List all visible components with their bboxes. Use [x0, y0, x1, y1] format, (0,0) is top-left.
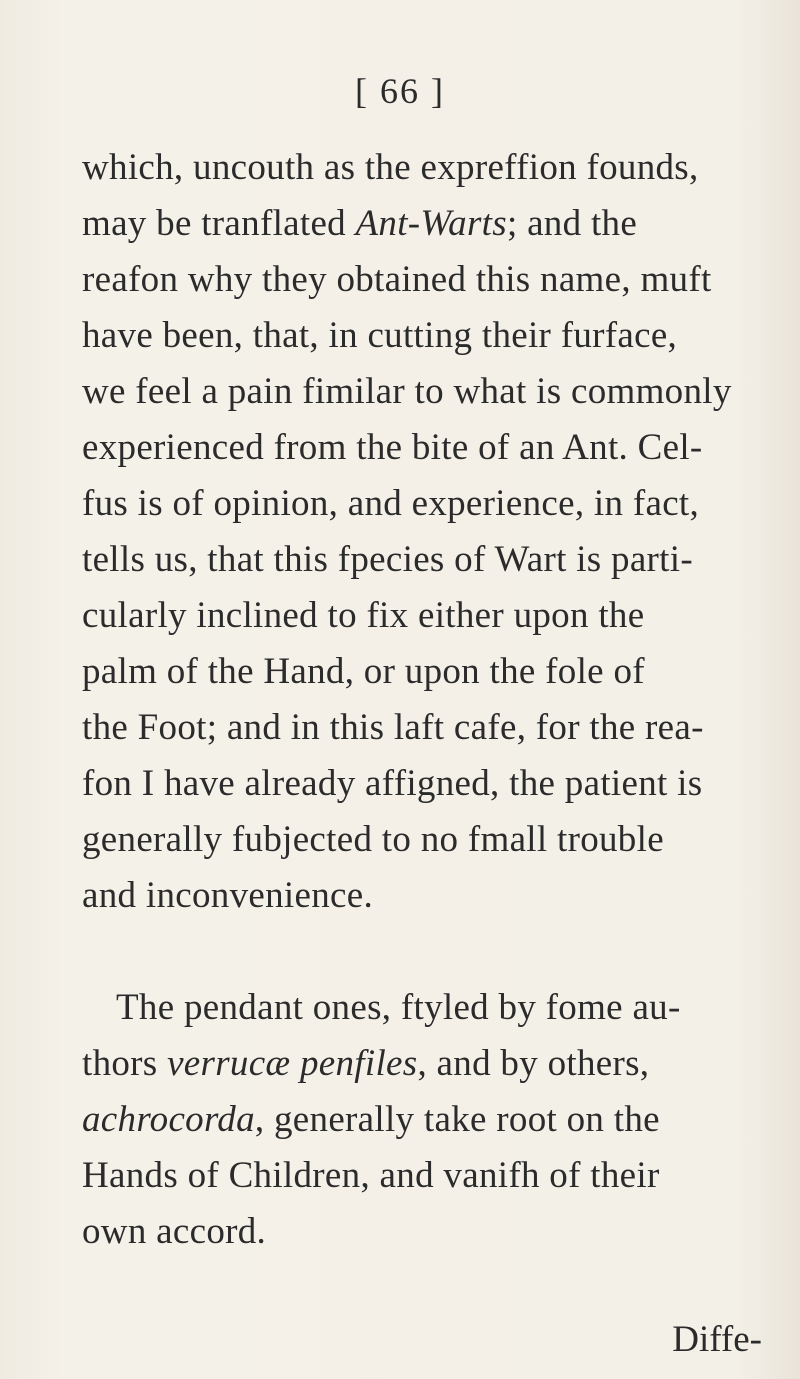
italic-term-verrucae-pensiles: verrucæ penfiles [167, 1043, 418, 1084]
line-18: Hands of Children, and vanifh of their [82, 1155, 660, 1196]
line-11: the Foot; and in this laft cafe, for the rea- [82, 707, 704, 748]
line-1: which, uncouth as the expreffion founds, [82, 147, 699, 188]
line-2-start: may be tranflated [82, 203, 356, 244]
line-6: experienced from the bite of an Ant. Cel- [82, 427, 703, 468]
line-14: and inconvenience. [82, 875, 373, 916]
line-3: reafon why they obtained this name, muft [82, 259, 712, 300]
line-9: cularly inclined to fix either upon the [82, 595, 645, 636]
page-number: [ 66 ] [355, 71, 445, 111]
italic-term-achrocorda: achrocorda [82, 1099, 255, 1140]
line-5: we feel a pain fimilar to what is commonly [82, 371, 732, 412]
line-19: own accord. [82, 1211, 267, 1252]
line-12: fon I have already affigned, the patient is [82, 763, 703, 804]
catchword: Diffe- [672, 1319, 762, 1360]
paragraph-2 [82, 980, 772, 1260]
line-16-start: thors [82, 1043, 168, 1084]
line-8: tells us, that this fpecies of Wart is parti- [82, 539, 693, 580]
italic-term-ant-warts: Ant-Warts [355, 203, 507, 244]
line-16-end: , and by others, [417, 1043, 650, 1084]
page-header [0, 70, 800, 112]
line-17-end: , generally take root on the [254, 1099, 660, 1140]
line-15: The pendant ones, ftyled by fome au- [116, 987, 681, 1028]
line-13: generally fubjected to no fmall trouble [82, 819, 664, 860]
body-text [82, 140, 772, 1260]
line-2-end: ; and the [506, 203, 638, 244]
line-10: palm of the Hand, or upon the fole of [82, 651, 645, 692]
paragraph-1 [82, 140, 772, 924]
line-7: fus is of opinion, and experience, in fact, [82, 483, 700, 524]
line-4: have been, that, in cutting their furface, [82, 315, 678, 356]
